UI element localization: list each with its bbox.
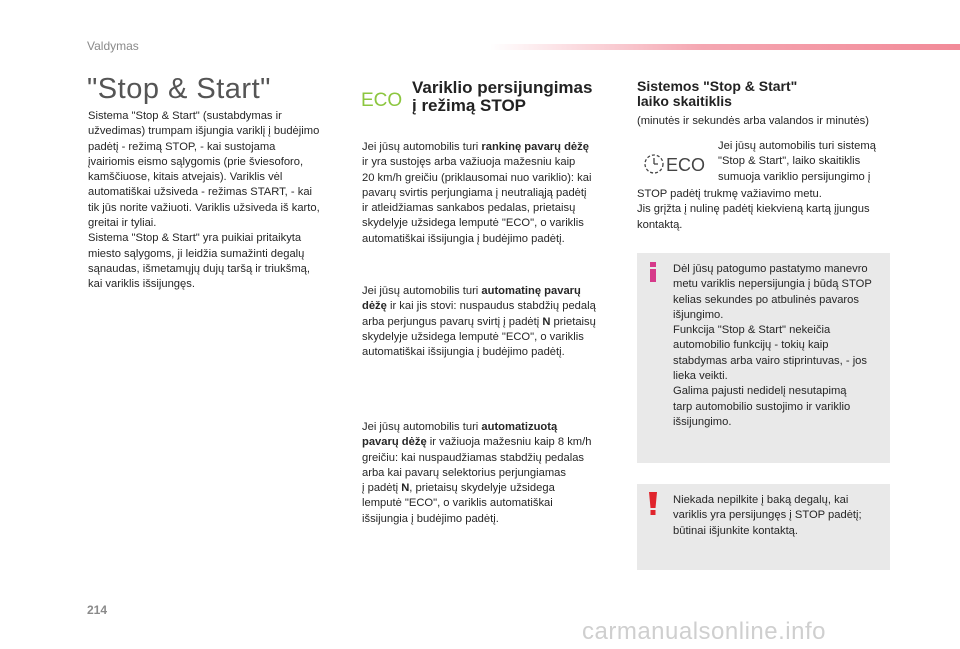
section-title-counter: Sistemos "Stop & Start" laiko skaitiklis (637, 78, 798, 109)
counter-paragraph-start: Jei jūsų automobilis turi sistemą "Stop & Start", laiko skaitiklis sumuoja variklio persijungimo į (718, 140, 876, 183)
automated-gearbox-paragraph: Jei jūsų automobilis turi automatizuotą pavarų dėžę ir važiuoja mažesniu kaip 8 km/h greičiu: kai nuspaudžiamas stabdžių pedalas arba kai pavarų selektorius perjungiamas į padėtį N, prietaisų skydelyje užsidega lemputė "ECO", o variklis automatiškai išsijungia į budėjimo padėtį. (362, 421, 592, 525)
exclamation-icon (646, 492, 660, 516)
stopwatch-eco-icon (643, 151, 705, 177)
manual-gearbox-paragraph: Jei jūsų automobilis turi rankinę pavarų dėžę ir yra sustojęs arba važiuoja mažesniu kaip 20 km/h greičiu (priklausomai nuo variklio): kai pavarų svirtis perjungiama į neutraliąją padėtį ir atleidžiamas sankabos pedalas, prietaisų skydelyje užsidega lemputė "ECO", o variklis automatiškai išsijungia į budėjimo padėtį. (362, 141, 592, 245)
svg-text:ECO: ECO (361, 90, 403, 110)
section-title-stop-mode: Variklio persijungimas į režimą STOP (412, 78, 593, 115)
svg-text:ECO: ECO (666, 155, 705, 175)
intro-paragraph: Sistema "Stop & Start" (sustabdymas ir užvedimas) trumpam išjungia variklį į budėjimo padėtį - režimą STOP, - kai sustojama įvairiomis eismo sąlygomis (prie šviesoforo, kamščiuose, kitais atvejais). Variklis vėl automatiškai užsiveda - režimas START, - kai tik jūs norite važiuoti. Variklis užsiveda iš karto, greitai ir tyliai. Sistema "Stop & Start" yra puikiai pritaikyta miesto sąlygoms, ji leidžia sumažinti degalų sąnaudas, išmetamųjų dujų taršą ir triukšmą, kai variklis išsijungęs. (88, 110, 320, 291)
page-number: 214 (87, 603, 108, 617)
info-note-text: Dėl jūsų patogumo pastatymo manevro metu variklis nepersijungia į būdą STOP kelias sekundes po atbulinės pavaros išjungimo. Funkcija "Stop & Start" nekeičia automobilio funkcijų - tokių kaip stabdymas arba vairo stiprintuvas, - jos lieka veikti. Galima pajusti nedidelį nesutapimą tarp automobilio sustojimo ir variklio išsijungimo. (673, 263, 872, 428)
counter-paragraph-end: STOP padėtį trukmę važiavimo metu. Jis grįžta į nulinę padėtį kiekvieną kartą įjungus kontaktą. (637, 188, 870, 231)
automatic-gearbox-paragraph: Jei jūsų automobilis turi automatinę pavarų dėžę ir kai jis stovi: nuspaudus stabdžių pedalą arba perjungus pavarų svirtį į padėtį N prietaisų skydelyje užsidega lemputė "ECO", o variklis automatiškai išsijungia į budėjimo padėtį. (362, 285, 596, 359)
header-accent-bar (490, 44, 960, 50)
watermark: carmanualsonline.info (582, 618, 826, 645)
counter-units-note: (minutės ir sekundės arba valandos ir minutės) (637, 115, 869, 127)
eco-indicator-icon (360, 88, 404, 110)
page-title: "Stop & Start" (87, 73, 271, 105)
warning-note-text: Niekada nepilkite į baką degalų, kai variklis yra persijungęs į STOP padėtį; būtinai išjunkite kontaktą. (673, 494, 862, 537)
section-label: Valdymas (87, 39, 139, 53)
info-icon (646, 262, 660, 282)
